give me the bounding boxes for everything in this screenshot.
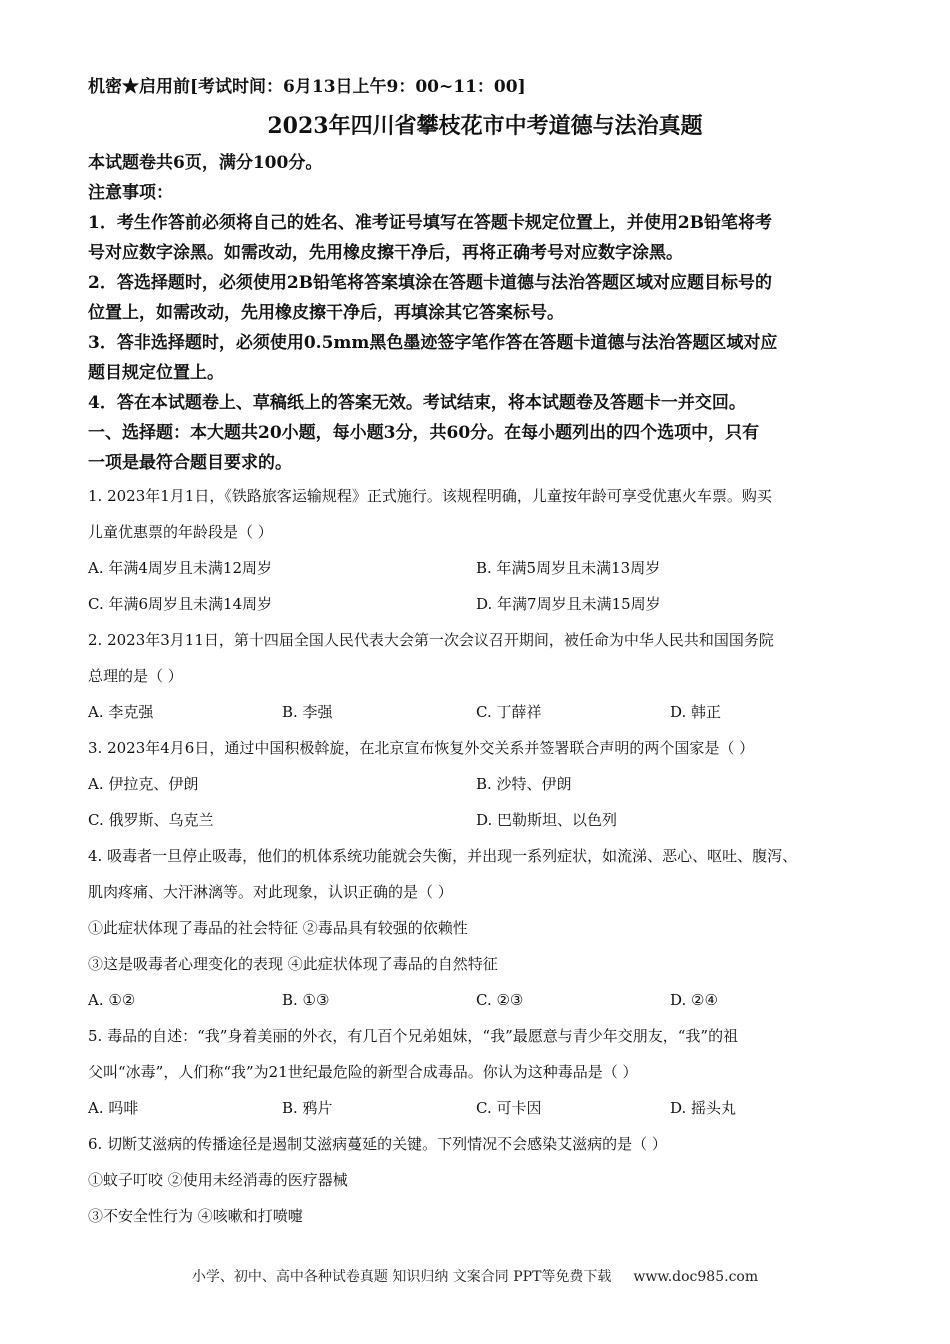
question-5-text: 5. 毒品的自述：“我”身着美丽的外衣，有几百个兄弟姐妹，“我”最愿意与青少年交朋友，“我”的祖 [88, 1027, 739, 1045]
question-3-options [88, 766, 878, 802]
question-5-options [88, 1090, 878, 1126]
question-4-options [88, 982, 878, 1018]
option-a: A. 吗啡 [88, 1099, 139, 1117]
notice-label: 注意事项： [88, 183, 173, 203]
question-3-options [88, 802, 878, 838]
option-a: A. 伊拉克、伊朗 [88, 775, 199, 793]
notice-line: 1．考生作答前必须将自己的姓名、准考证号填写在答题卡规定位置上，并使用2B铅笔将考 [88, 213, 773, 233]
question-4-statement: ③这是吸毒者心理变化的表现 ④此症状体现了毒品的自然特征 [88, 955, 498, 973]
notice-line: 3．答非选择题时，必须使用0.5mm黑色墨迹签字笔作答在答题卡道德与法治答题区域对应 [88, 333, 778, 353]
page-title: 2023年四川省攀枝花市中考道德与法治真题 [267, 113, 703, 139]
exam-intro: 本试题卷共6页，满分100分。 [88, 153, 323, 173]
option-b: B. ①③ [282, 991, 330, 1009]
confidential-line: 机密★启用前[考试时间：6月13日上午9：00~11：00] [88, 77, 526, 97]
option-c: C. 俄罗斯、乌克兰 [88, 811, 214, 829]
question-5-text: 父叫“冰毒”，人们称“我”为21世纪最危险的新型合成毒品。你认为这种毒品是（ ） [88, 1063, 638, 1081]
exam-page [88, 70, 878, 1234]
question-2-text: 总理的是（ ） [88, 667, 183, 685]
option-a: A. ①② [88, 991, 136, 1009]
footer-text: 小学、初中、高中各种试卷真题 知识归纳 文案合同 PPT等免费下载 [191, 1269, 612, 1285]
option-b: B. 年满5周岁且未满13周岁 [476, 559, 661, 577]
option-d: D. 巴勒斯坦、以色列 [476, 811, 618, 829]
option-a: A. 李克强 [88, 703, 154, 721]
question-1-text: 1. 2023年1月1日，《铁路旅客运输规程》正式施行。该规程明确，儿童按年龄可享受优惠火车票。购买 [88, 487, 772, 505]
option-d: D. 年满7周岁且未满15周岁 [476, 595, 661, 613]
notice-line: 位置上，如需改动，先用橡皮擦干净后，再填涂其它答案标号。 [88, 303, 564, 323]
question-6-statement: ①蚊子叮咬 ②使用未经消毒的医疗器械 [88, 1171, 348, 1189]
question-1-options [88, 586, 878, 622]
option-c: C. 可卡因 [476, 1099, 542, 1117]
section-heading-cont: 一项是最符合题目要求的。 [88, 453, 292, 473]
option-b: B. 李强 [282, 703, 333, 721]
question-2-options [88, 694, 878, 730]
option-c: C. 丁薛祥 [476, 703, 542, 721]
option-c: C. ②③ [476, 991, 524, 1009]
section-heading: 一、选择题：本大题共20小题，每小题3分，共60分。在每小题列出的四个选项中，只有 [88, 423, 760, 443]
option-a: A. 年满4周岁且未满12周岁 [88, 559, 272, 577]
footer-link[interactable]: www.doc985.com [633, 1269, 759, 1285]
question-4-text: 4. 吸毒者一旦停止吸毒，他们的机体系统功能就会失衡，并出现一系列症状，如流涕、恶心、呕吐、腹泻、 [88, 847, 798, 865]
question-1-text: 儿童优惠票的年龄段是（ ） [88, 523, 273, 541]
question-3-text: 3. 2023年4月6日，通过中国积极斡旋，在北京宣布恢复外交关系并签署联合声明的两个国家是（ ） [88, 739, 755, 757]
notice-line: 题目规定位置上。 [88, 363, 224, 383]
question-2-text: 2. 2023年3月11日，第十四届全国人民代表大会第一次会议召开期间，被任命为中华人民共和国国务院 [88, 631, 774, 649]
option-d: D. ②④ [670, 991, 718, 1009]
option-b: B. 鸦片 [282, 1099, 333, 1117]
page-footer [0, 1266, 950, 1286]
question-6-text: 6. 切断艾滋病的传播途径是遏制艾滋病蔓延的关键。下列情况不会感染艾滋病的是（ ） [88, 1135, 667, 1153]
question-1-options [88, 550, 878, 586]
notice-line: 4．答在本试题卷上、草稿纸上的答案无效。考试结束，将本试题卷及答题卡一并交回。 [88, 393, 746, 413]
question-4-text: 肌肉疼痛、大汗淋漓等。对此现象，认识正确的是（ ） [88, 883, 453, 901]
option-d: D. 韩正 [670, 703, 722, 721]
notice-line: 号对应数字涂黑。如需改动，先用橡皮擦干净后，再将正确考号对应数字涂黑。 [88, 243, 683, 263]
option-b: B. 沙特、伊朗 [476, 775, 572, 793]
question-4-statement: ①此症状体现了毒品的社会特征 ②毒品具有较强的依赖性 [88, 919, 468, 937]
option-d: D. 摇头丸 [670, 1099, 737, 1117]
notice-line: 2．答选择题时，必须使用2B铅笔将答案填涂在答题卡道德与法治答题区域对应题目标号的 [88, 273, 773, 293]
question-6-statement: ③不安全性行为 ④咳嗽和打喷嚏 [88, 1207, 303, 1225]
option-c: C. 年满6周岁且未满14周岁 [88, 595, 273, 613]
